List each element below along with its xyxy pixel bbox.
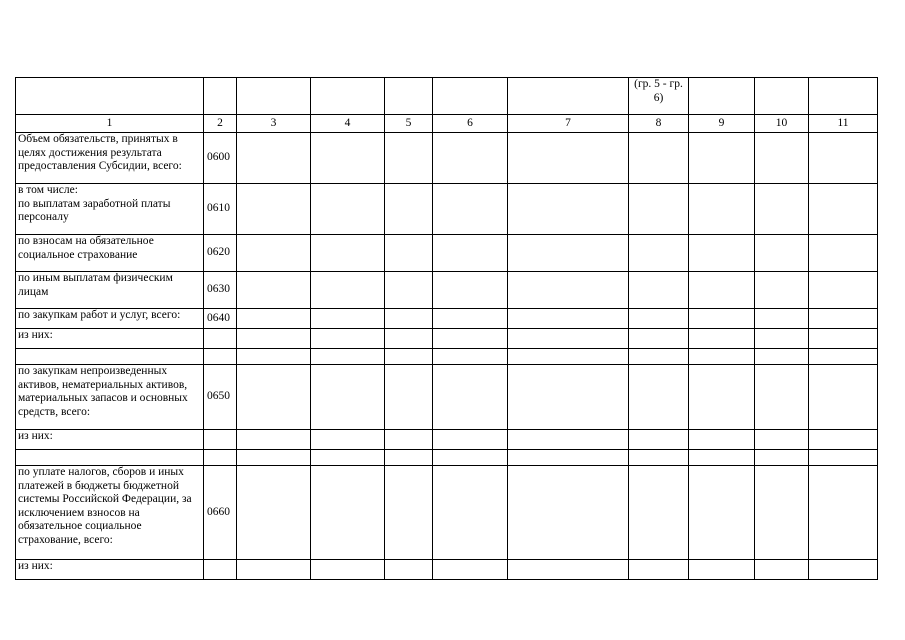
value-cell[interactable] bbox=[629, 430, 689, 450]
table-row bbox=[16, 309, 878, 329]
row-code: 0610 bbox=[204, 184, 237, 235]
value-cell[interactable] bbox=[433, 235, 508, 272]
table-row bbox=[16, 450, 878, 466]
header-cell bbox=[237, 78, 311, 115]
column-number: 2 bbox=[204, 115, 237, 133]
value-cell[interactable] bbox=[689, 272, 755, 309]
column-number: 10 bbox=[755, 115, 809, 133]
row-label: в том числе: по выплатам заработной платы персоналу bbox=[16, 184, 204, 235]
value-cell[interactable] bbox=[689, 184, 755, 235]
value-cell[interactable] bbox=[433, 430, 508, 450]
value-cell[interactable] bbox=[385, 430, 433, 450]
row-code bbox=[204, 329, 237, 349]
table-row bbox=[16, 365, 878, 430]
value-cell[interactable] bbox=[433, 184, 508, 235]
value-cell[interactable] bbox=[311, 466, 385, 560]
value-cell[interactable] bbox=[385, 349, 433, 365]
value-cell[interactable] bbox=[629, 466, 689, 560]
value-cell[interactable] bbox=[809, 272, 878, 309]
value-cell[interactable] bbox=[809, 329, 878, 349]
value-cell[interactable] bbox=[433, 272, 508, 309]
value-cell[interactable] bbox=[433, 329, 508, 349]
value-cell[interactable] bbox=[237, 349, 311, 365]
row-label: из них: bbox=[16, 430, 204, 450]
value-cell[interactable] bbox=[385, 235, 433, 272]
value-cell[interactable] bbox=[508, 349, 629, 365]
value-cell[interactable] bbox=[755, 430, 809, 450]
report-table bbox=[15, 77, 878, 580]
value-cell[interactable] bbox=[689, 329, 755, 349]
value-cell[interactable] bbox=[689, 309, 755, 329]
value-cell[interactable] bbox=[385, 450, 433, 466]
value-cell[interactable] bbox=[508, 329, 629, 349]
value-cell[interactable] bbox=[629, 349, 689, 365]
value-cell[interactable] bbox=[755, 466, 809, 560]
column-number: 6 bbox=[433, 115, 508, 133]
table-row bbox=[16, 329, 878, 349]
value-cell[interactable] bbox=[385, 184, 433, 235]
value-cell[interactable] bbox=[433, 365, 508, 430]
value-cell[interactable] bbox=[508, 133, 629, 184]
value-cell[interactable] bbox=[629, 272, 689, 309]
value-cell[interactable] bbox=[809, 235, 878, 272]
row-label bbox=[16, 450, 204, 466]
value-cell[interactable] bbox=[311, 133, 385, 184]
value-cell[interactable] bbox=[237, 309, 311, 329]
value-cell[interactable] bbox=[508, 466, 629, 560]
value-cell[interactable] bbox=[237, 329, 311, 349]
value-cell[interactable] bbox=[689, 450, 755, 466]
value-cell[interactable] bbox=[809, 349, 878, 365]
formula-note: (гр. 5 - гр. 6) bbox=[629, 78, 689, 115]
value-cell[interactable] bbox=[629, 309, 689, 329]
row-label: Объем обязательств, принятых в целях достижения результата предоставления Субсидии, всего: bbox=[16, 133, 204, 184]
table-row bbox=[16, 349, 878, 365]
value-cell[interactable] bbox=[237, 450, 311, 466]
value-cell[interactable] bbox=[755, 450, 809, 466]
header-row bbox=[16, 78, 878, 115]
value-cell[interactable] bbox=[629, 235, 689, 272]
value-cell[interactable] bbox=[755, 365, 809, 430]
value-cell[interactable] bbox=[311, 329, 385, 349]
value-cell[interactable] bbox=[809, 560, 878, 580]
row-code bbox=[204, 430, 237, 450]
value-cell[interactable] bbox=[508, 450, 629, 466]
column-number: 3 bbox=[237, 115, 311, 133]
column-number: 9 bbox=[689, 115, 755, 133]
value-cell[interactable] bbox=[385, 309, 433, 329]
column-number: 5 bbox=[385, 115, 433, 133]
value-cell[interactable] bbox=[385, 329, 433, 349]
value-cell[interactable] bbox=[311, 309, 385, 329]
row-label: по иным выплатам физическим лицам bbox=[16, 272, 204, 309]
value-cell[interactable] bbox=[385, 272, 433, 309]
row-code bbox=[204, 560, 237, 580]
row-label bbox=[16, 349, 204, 365]
value-cell[interactable] bbox=[385, 133, 433, 184]
row-code: 0600 bbox=[204, 133, 237, 184]
table-row bbox=[16, 133, 878, 184]
value-cell[interactable] bbox=[237, 272, 311, 309]
value-cell[interactable] bbox=[689, 365, 755, 430]
value-cell[interactable] bbox=[385, 466, 433, 560]
value-cell[interactable] bbox=[689, 560, 755, 580]
value-cell[interactable] bbox=[809, 466, 878, 560]
header-cell bbox=[689, 78, 755, 115]
table-row bbox=[16, 184, 878, 235]
row-label: из них: bbox=[16, 329, 204, 349]
column-number: 11 bbox=[809, 115, 878, 133]
table-row bbox=[16, 466, 878, 560]
value-cell[interactable] bbox=[237, 466, 311, 560]
value-cell[interactable] bbox=[311, 235, 385, 272]
column-number: 1 bbox=[16, 115, 204, 133]
value-cell[interactable] bbox=[508, 309, 629, 329]
value-cell[interactable] bbox=[629, 560, 689, 580]
column-number: 7 bbox=[508, 115, 629, 133]
value-cell[interactable] bbox=[755, 309, 809, 329]
value-cell[interactable] bbox=[237, 235, 311, 272]
value-cell[interactable] bbox=[809, 430, 878, 450]
value-cell[interactable] bbox=[689, 235, 755, 272]
column-number: 4 bbox=[311, 115, 385, 133]
value-cell[interactable] bbox=[755, 272, 809, 309]
column-number: 8 bbox=[629, 115, 689, 133]
header-cell bbox=[204, 78, 237, 115]
value-cell[interactable] bbox=[433, 560, 508, 580]
value-cell[interactable] bbox=[755, 133, 809, 184]
value-cell[interactable] bbox=[755, 560, 809, 580]
value-cell[interactable] bbox=[311, 184, 385, 235]
value-cell[interactable] bbox=[629, 184, 689, 235]
header-cell bbox=[311, 78, 385, 115]
value-cell[interactable] bbox=[689, 133, 755, 184]
header-cell bbox=[809, 78, 878, 115]
value-cell[interactable] bbox=[237, 560, 311, 580]
value-cell[interactable] bbox=[809, 450, 878, 466]
row-code bbox=[204, 349, 237, 365]
value-cell[interactable] bbox=[629, 365, 689, 430]
header-cell bbox=[433, 78, 508, 115]
row-code: 0630 bbox=[204, 272, 237, 309]
value-cell[interactable] bbox=[508, 365, 629, 430]
value-cell[interactable] bbox=[433, 349, 508, 365]
value-cell[interactable] bbox=[237, 184, 311, 235]
value-cell[interactable] bbox=[689, 430, 755, 450]
table-row bbox=[16, 272, 878, 309]
value-cell[interactable] bbox=[311, 272, 385, 309]
header-cell bbox=[385, 78, 433, 115]
table-row bbox=[16, 235, 878, 272]
value-cell[interactable] bbox=[809, 133, 878, 184]
table-row bbox=[16, 430, 878, 450]
value-cell[interactable] bbox=[433, 466, 508, 560]
row-label: из них: bbox=[16, 560, 204, 580]
value-cell[interactable] bbox=[755, 184, 809, 235]
row-label: по закупкам работ и услуг, всего: bbox=[16, 309, 204, 329]
value-cell[interactable] bbox=[809, 184, 878, 235]
value-cell[interactable] bbox=[809, 365, 878, 430]
value-cell[interactable] bbox=[385, 365, 433, 430]
row-label: по закупкам непроизведенных активов, нематериальных активов, материальных запасов и основных средств, всего: bbox=[16, 365, 204, 430]
value-cell[interactable] bbox=[629, 133, 689, 184]
value-cell[interactable] bbox=[385, 560, 433, 580]
value-cell[interactable] bbox=[755, 349, 809, 365]
row-code: 0620 bbox=[204, 235, 237, 272]
value-cell[interactable] bbox=[689, 349, 755, 365]
value-cell[interactable] bbox=[508, 430, 629, 450]
value-cell[interactable] bbox=[508, 272, 629, 309]
header-cell bbox=[508, 78, 629, 115]
row-code: 0660 bbox=[204, 466, 237, 560]
value-cell[interactable] bbox=[311, 430, 385, 450]
value-cell[interactable] bbox=[237, 430, 311, 450]
value-cell[interactable] bbox=[237, 133, 311, 184]
value-cell[interactable] bbox=[809, 309, 878, 329]
value-cell[interactable] bbox=[311, 560, 385, 580]
value-cell[interactable] bbox=[311, 365, 385, 430]
header-cell bbox=[16, 78, 204, 115]
value-cell[interactable] bbox=[755, 235, 809, 272]
value-cell[interactable] bbox=[508, 184, 629, 235]
value-cell[interactable] bbox=[629, 329, 689, 349]
row-label: по взносам на обязательное социальное страхование bbox=[16, 235, 204, 272]
header-cell bbox=[755, 78, 809, 115]
value-cell[interactable] bbox=[508, 560, 629, 580]
column-number-row bbox=[16, 115, 878, 133]
value-cell[interactable] bbox=[433, 133, 508, 184]
value-cell[interactable] bbox=[629, 450, 689, 466]
value-cell[interactable] bbox=[237, 365, 311, 430]
value-cell[interactable] bbox=[311, 450, 385, 466]
value-cell[interactable] bbox=[433, 450, 508, 466]
value-cell[interactable] bbox=[689, 466, 755, 560]
value-cell[interactable] bbox=[755, 329, 809, 349]
row-code bbox=[204, 450, 237, 466]
row-code: 0650 bbox=[204, 365, 237, 430]
value-cell[interactable] bbox=[508, 235, 629, 272]
row-label: по уплате налогов, сборов и иных платежей в бюджеты бюджетной системы Российской Федерации, за исключением взносов на обязательное социальное страхование, всего: bbox=[16, 466, 204, 560]
value-cell[interactable] bbox=[311, 349, 385, 365]
row-code: 0640 bbox=[204, 309, 237, 329]
table-row bbox=[16, 560, 878, 580]
value-cell[interactable] bbox=[433, 309, 508, 329]
